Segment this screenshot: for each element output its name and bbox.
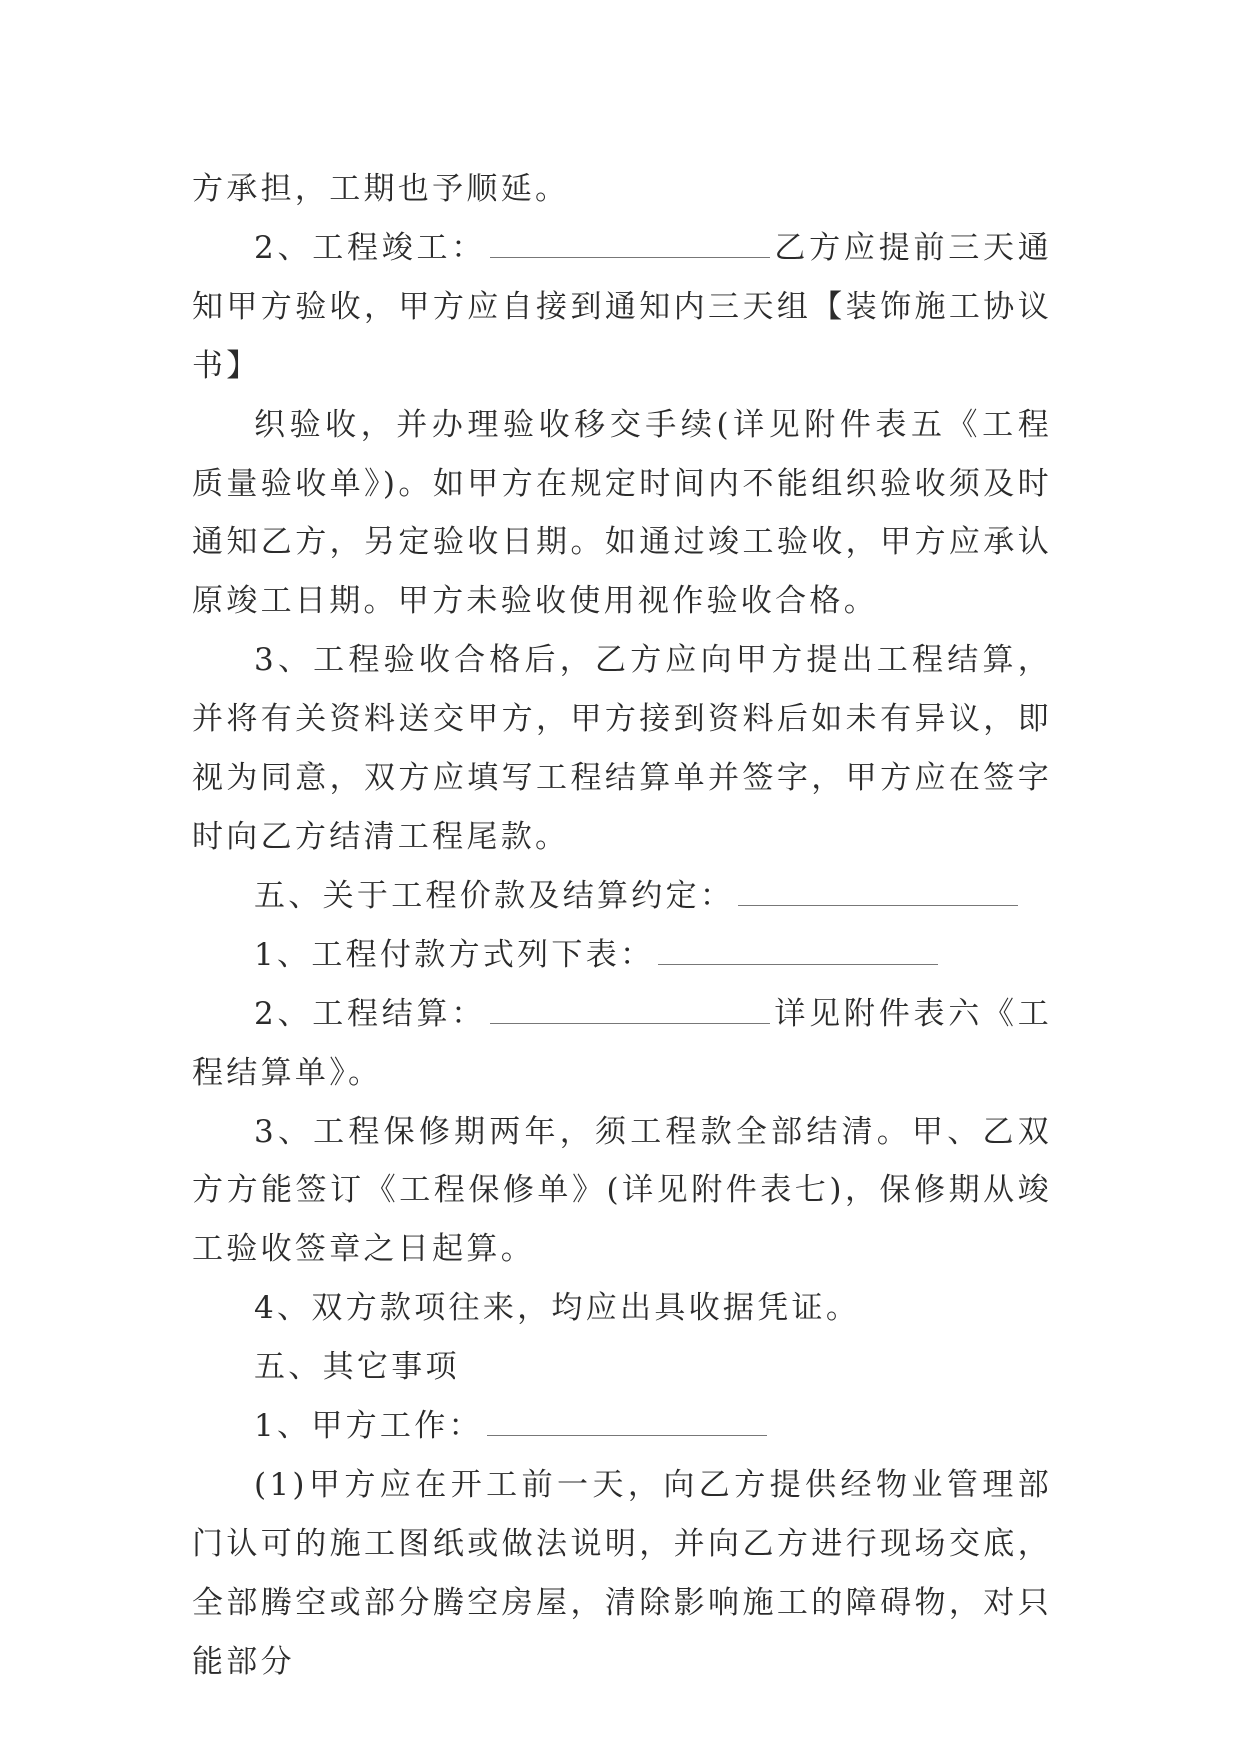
paragraph-text: 详见附件表六《工程结算单》。	[192, 995, 1052, 1091]
paragraph-text: 2、工程竣工：	[254, 229, 486, 266]
paragraph-acceptance	[192, 396, 1052, 632]
paragraph-text: 织验收，并办理验收移交手续(详见附件表五《工程质量验收单》)。如甲方在规定时间内不能组织验收须及时通知乙方，另定验收日期。如通过竣工验收，甲方应承认原竣工日期。甲方未验收使用视作验收合格。	[192, 406, 1052, 620]
paragraph-project-settlement	[192, 985, 1052, 1103]
paragraph-text: 4、双方款项往来，均应出具收据凭证。	[254, 1290, 861, 1327]
paragraph-warranty	[192, 1103, 1052, 1280]
paragraph-text: 3、工程保修期两年，须工程款全部结清。甲、乙双方方能签订《工程保修单》(详见附件表七)，保修期从竣工验收签章之日起算。	[192, 1113, 1052, 1268]
paragraph-text: 1、甲方工作：	[254, 1408, 483, 1445]
paragraph-text: 乙方应提前三天通知甲方验收，甲方应自接到通知内三天组【装饰施工协议书】	[192, 229, 1052, 384]
fill-in-blank	[487, 1405, 767, 1436]
paragraph-settlement-submission	[192, 631, 1052, 867]
section-heading-other-matters	[192, 1338, 1052, 1397]
paragraph-party-a-work	[192, 1397, 1052, 1456]
paragraph-text: 1、工程付款方式列下表：	[254, 936, 655, 973]
fill-in-blank	[738, 875, 1018, 906]
paragraph-text: 方承担，工期也予顺延。	[192, 171, 570, 207]
section-heading-price-settlement	[192, 867, 1052, 926]
contract-body	[192, 160, 1052, 1692]
paragraph-text: 3、工程验收合格后，乙方应向甲方提出工程结算，并将有关资料送交甲方，甲方接到资料后如未有异议，即视为同意，双方应填写工程结算单并签字，甲方应在签字时向乙方结清工程尾款。	[192, 642, 1052, 855]
fill-in-blank	[490, 227, 770, 258]
paragraph-text: 五、其它事项	[254, 1349, 460, 1386]
paragraph-receipts	[192, 1279, 1052, 1338]
fill-in-blank	[658, 934, 938, 965]
paragraph-text: (1)甲方应在开工前一天，向乙方提供经物业管理部门认可的施工图纸或做法说明，并向乙方进行现场交底，全部腾空或部分腾空房屋，清除影响施工的障碍物，对只能部分	[192, 1466, 1052, 1680]
fill-in-blank	[490, 993, 770, 1024]
paragraph-completion	[192, 219, 1052, 396]
paragraph-text: 2、工程结算：	[254, 995, 486, 1032]
paragraph-party-a-obligation-1	[192, 1456, 1052, 1692]
paragraph-delay-continuation	[192, 160, 1052, 219]
paragraph-text: 五、关于工程价款及结算约定：	[254, 877, 735, 914]
paragraph-payment-method	[192, 926, 1052, 985]
